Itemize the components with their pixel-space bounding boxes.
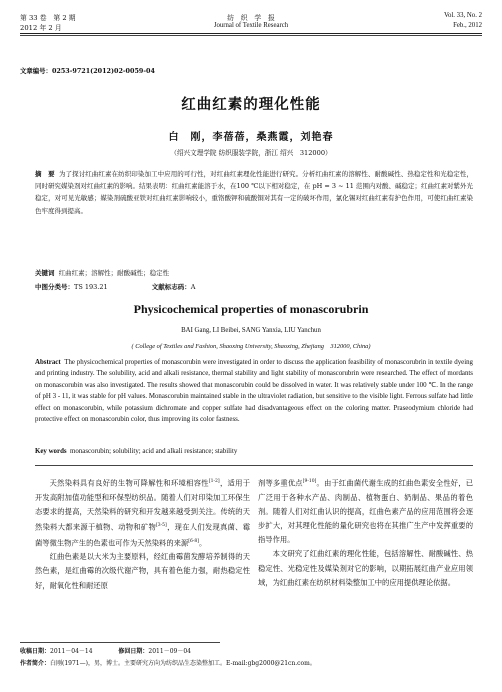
keywords-text-en: monascorubin; solubility; acid and alkali resistance; stability (70, 448, 238, 455)
header-rule-thin (20, 35, 482, 36)
citation: [3-5] (156, 523, 167, 529)
clc-label: 中图分类号： (35, 283, 74, 291)
citation: [1-2] (208, 479, 220, 484)
citation: [6-8] (188, 538, 199, 544)
authors-en: BAI Gang, LI Beibei, SANG Yanxia, LIU Yanchun (181, 327, 321, 334)
paper-title-cn: 红曲红素的理化性能 (181, 96, 321, 113)
affiliation-en: ( College of Textiles and Fashion, Shaoxing University, Shaoxing, Zhejiang 312000, China) (131, 343, 371, 350)
doc-code-value: A (190, 283, 196, 291)
body-paragraph: 天然染料具有良好的生物可降解性和环境相容性[1-2]，适用于开发高附加值功能型和环保型纺织品。随着人们对印染加工环保生态要求的提高，天然染料的研究和开发越来越受到关注。传统的天然染料大都来源于植物、动物和矿物[3-5]，现在人们发现真菌、霉菌等微生物产生的色素也可作为天然染料的来源[6-8]。 (35, 478, 251, 548)
abstract-text-en: The physicochemical properties of monascorubin were investigated in order to discuss the application feasibility of monascorubrin in textile dyeing and printing industry. The solubility, acid and alkali resistance, thermal stability and light stability of monascorubrin were researched. The effect of mordants on monascorubin was also investigated. The results showed that monascorubin could be dissolved in water. It was relatively stable under 100 ℃. In the range of pH 3 - 11, it was stable for pH values. Monascorubin maintained stable in the ultraviolet radiation, but sensitive to the visible light. Ferrous sulfate had little effect on monascorubin, while potassium dichromate and copper sulfate had disadvantageous effect on the coloring matter. Praseodymium chloride had protective effect on monascorubin color, thus improving its color fastness. (35, 359, 474, 424)
article-number: 文章编号：0253-9721(2012)02-0059-04 (20, 67, 155, 75)
keywords-label-en: Key words (35, 448, 67, 455)
footer-rule (20, 642, 220, 643)
doc-code-label: 文献标志码： (151, 283, 191, 291)
citation: [9-10] (302, 479, 317, 484)
keywords-cn (35, 268, 473, 277)
header-journal-cn: 纺 织 学 报 (227, 14, 275, 22)
header-rule (20, 33, 482, 34)
body-paragraph: 红曲色素是以大米为主要原料，经红曲霉菌发酵培养制得的天然色素，是红曲霉的次级代谢产物，具有着色能力强，耐热稳定性好，耐氧化性和耐还原 (35, 552, 250, 590)
abstract-en (35, 357, 473, 425)
keywords-en (35, 448, 473, 455)
header-journal-en: Journal of Textile Research (213, 22, 289, 29)
keywords-label-cn: 关键词 (35, 269, 55, 277)
body-paragraph: 本文研究了红曲红素的理化性能，包括溶解性、耐酸碱性、热稳定性、光稳定性及媒染剂对它的影响，以期拓展红曲产业应用领域，为红曲红素在纺织材料染整加工中的应用提供理论依据。 (258, 549, 473, 587)
paper-title-en: Physicochemical properties of monascorubrin (133, 302, 369, 316)
authors-cn: 白 刚，李蓓蓓，桑燕霞，刘艳春 (168, 132, 334, 143)
header-date: 2012 年 2 月 (20, 24, 62, 32)
header-date-en: Feb., 2012 (453, 22, 482, 29)
abstract-rule (35, 465, 473, 466)
body-paragraph: 剂等多重优点[9-10]。由于红曲菌代谢生成的红曲色素安全性好，已广泛用于各种水产品、肉制品、植物蛋白、奶制品、果品的着色剂。随着人们对红曲认识的提高，红曲色素产品的应用范围将会逐步扩大，对其理化性能的量化研究也将在其推广生产中发挥重要的指导作用。 (258, 478, 473, 545)
affiliation-cn: （绍兴文理学院 纺织服装学院，浙江 绍兴 312000） (170, 149, 332, 157)
header-volume: 第 33 卷 第 2 期 (20, 14, 76, 22)
body-column-left (35, 475, 250, 593)
clc-value: TS 193.21 (74, 283, 108, 291)
author-bio: 作者简介：白刚(1971—)，男，博士。主要研究方向为纺织品生态染整加工。E-mail:gbg2000@21cn.com。 (20, 660, 316, 667)
classification-cn (35, 282, 473, 291)
header-vol-en: Vol. 33, No. 2 (443, 12, 482, 19)
abstract-cn (35, 168, 473, 217)
abstract-text-cn: 为了探讨红曲红素在纺织印染加工中应用的可行性，对红曲红素理化性能进行研究。分析红曲红素的溶解性、耐酸碱性、热稳定性和光稳定性，同时研究媒染剂对红曲红素的影响。结果表明：红曲红素能溶于水，在100 ℃以下相对稳定，在 pH = 3 ~ 11 范围内对酸、碱稳定；红曲红素对紫外光稳定，对可见光敏感；媒染剂硫酸亚铁对红曲红素影响较小，重铬酸钾和硫酸铜对其有一定的破坏作用，氯化锡对红曲红素有护色作用，可使红曲红素染色牢度得到提高。 (35, 170, 473, 215)
abstract-label-en: Abstract (35, 359, 61, 366)
received-dates: 收稿日期：2011－04－14 修回日期：2011－09－04 (20, 648, 191, 655)
keywords-text-cn: 红曲红素；溶解性；耐酸碱性；稳定性 (58, 269, 170, 277)
abstract-label-cn: 摘 要 (35, 170, 55, 178)
body-column-right (258, 475, 473, 590)
